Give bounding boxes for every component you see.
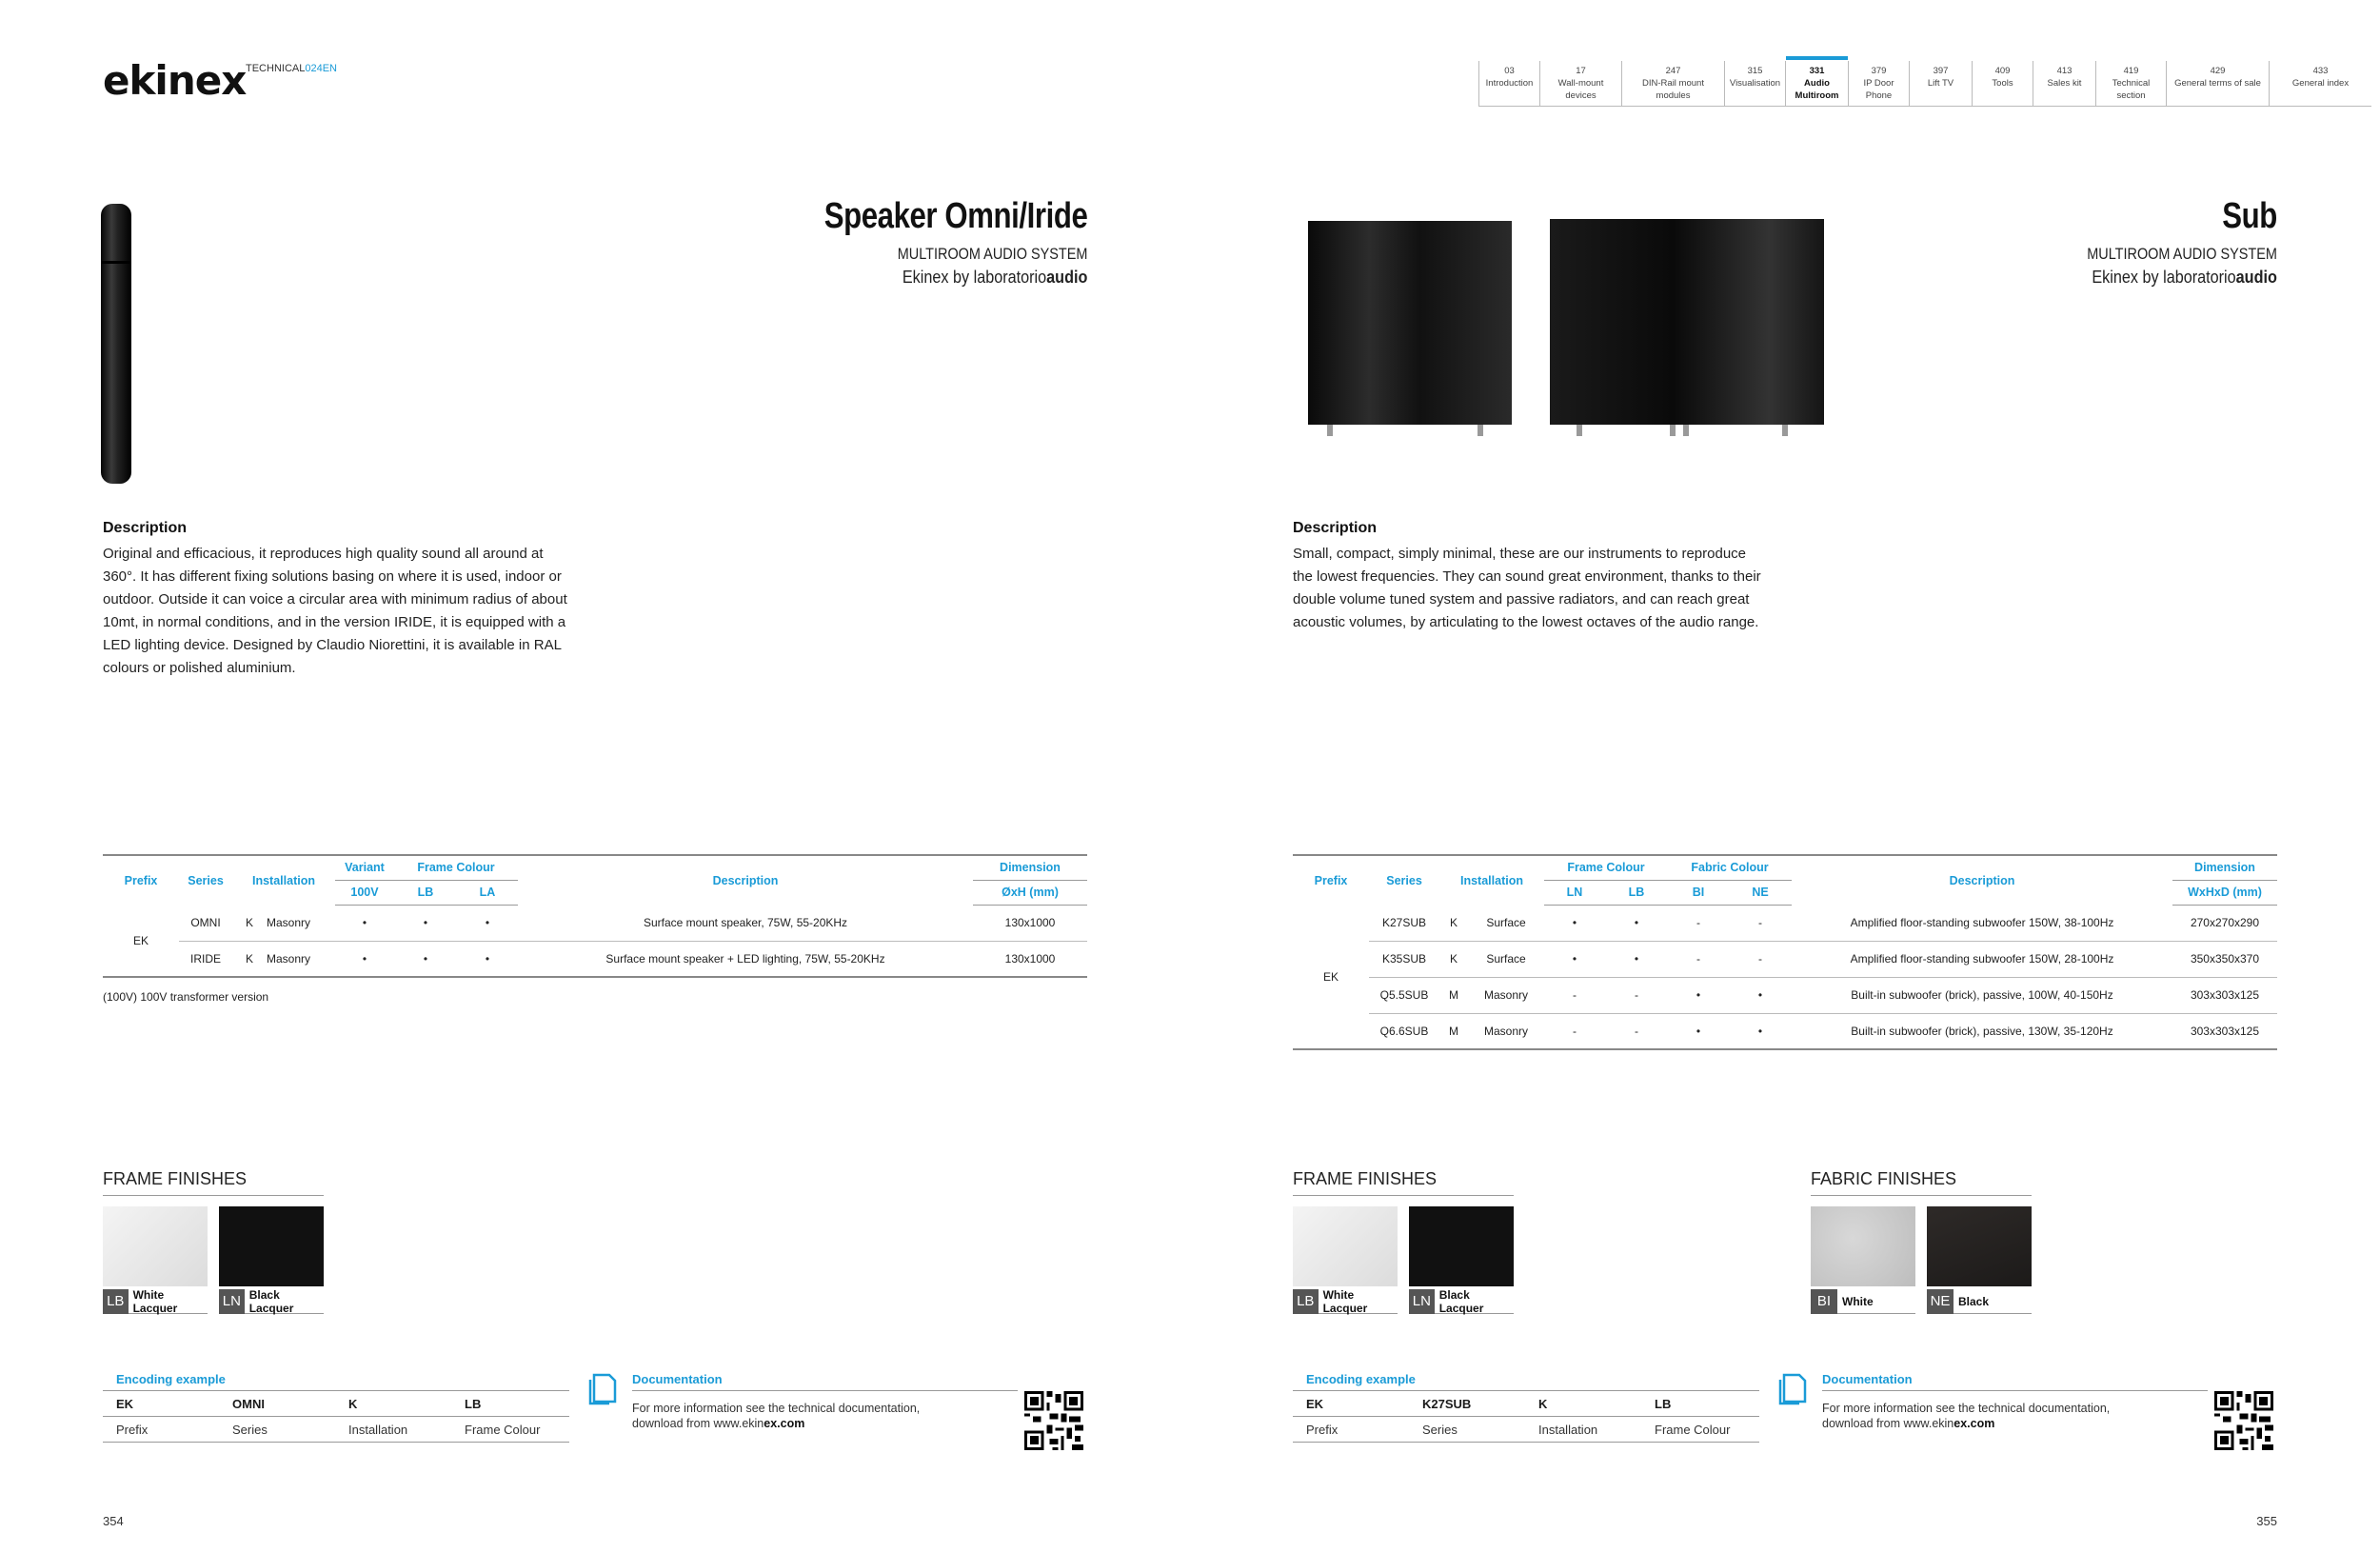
table-row	[1293, 905, 2277, 941]
qr-code-icon[interactable]	[1024, 1391, 1083, 1450]
cell-la: •	[457, 941, 518, 977]
right-brand-line: Ekinex by laboratorioaudio	[2092, 268, 2277, 287]
th-frame-colour: Frame Colour	[1544, 855, 1668, 880]
finish-label-lb: LB White Lacquer	[103, 1289, 208, 1314]
cell-ln: -	[1544, 977, 1605, 1013]
th-series: Series	[188, 873, 224, 887]
right-documentation-rule	[1822, 1390, 2208, 1391]
cell-series: Q6.6SUB	[1369, 1013, 1439, 1049]
right-documentation-title: Documentation	[1822, 1372, 1913, 1386]
right-product-subtitle: MULTIROOM AUDIO SYSTEM	[2087, 245, 2277, 263]
cell-dimension: 130x1000	[973, 941, 1087, 977]
right-documentation-text: For more information see the technical documentation, download from www.ekinex.com	[1822, 1402, 2111, 1430]
fabric-label-ne: NE Black	[1927, 1289, 2032, 1314]
finish-label-ln: LN Black Lacquer	[219, 1289, 324, 1314]
nav-item-wall-mount[interactable]: 17 Wall-mount devices	[1539, 61, 1621, 107]
cell-installation: Masonry	[267, 941, 335, 977]
fabric-label-bi: BI White	[1811, 1289, 1915, 1314]
cell-la: •	[457, 905, 518, 941]
right-description-text: Small, compact, simply minimal, these are our instruments to reproduce the lowest frequencies. They can sound great environment, thanks to their double volume tuned system and passive radiators, and can reach great acoustic volumes, by articulating to the lowest octaves of the audio range.	[1293, 546, 1761, 630]
left-brand-line: Ekinex by laboratorioaudio	[902, 268, 1087, 287]
cell-bi: •	[1668, 1013, 1729, 1049]
cell-series: K35SUB	[1369, 941, 1439, 977]
document-icon	[588, 1371, 621, 1405]
right-description-heading: Description	[1293, 520, 1378, 536]
cell-ne: -	[1729, 941, 1792, 977]
cell-prefix: EK	[1293, 905, 1369, 1049]
th-fabric-colour: Fabric Colour	[1668, 855, 1792, 880]
cell-description: Surface mount speaker, 75W, 55-20KHz	[518, 905, 973, 941]
nav-item-audio-multiroom[interactable]: 331 Audio Multiroom	[1785, 61, 1848, 107]
cell-installation: Masonry	[267, 905, 335, 941]
cell-series: K27SUB	[1369, 905, 1439, 941]
cell-installation: Surface	[1468, 941, 1544, 977]
right-encoding-table: EK K27SUB K LB Prefix Series Installation Frame Colour	[1293, 1390, 1759, 1443]
left-spec-table	[103, 854, 1087, 978]
right-page-number: 355	[2256, 1514, 2277, 1528]
table-row	[1293, 941, 2277, 977]
cell-dimension: 270x270x290	[2172, 905, 2277, 941]
cell-100v: •	[335, 905, 394, 941]
swatch-white-lacquer	[103, 1206, 208, 1286]
th-variant: Variant	[335, 855, 394, 880]
nav-item-sales-kit[interactable]: 413 Sales kit	[2033, 61, 2095, 107]
cell-k: K	[232, 941, 267, 977]
th-la: LA	[457, 880, 518, 905]
left-documentation-title: Documentation	[632, 1372, 723, 1386]
swatch-fabric-black	[1927, 1206, 2032, 1286]
left-description	[103, 520, 574, 680]
th-ne: NE	[1729, 880, 1792, 905]
cell-ln: -	[1544, 1013, 1605, 1049]
left-page-number: 354	[103, 1514, 124, 1528]
cell-ln: •	[1544, 941, 1605, 977]
swatch-white-lacquer	[1293, 1206, 1398, 1286]
cell-bi: -	[1668, 905, 1729, 941]
cell-k: M	[1439, 977, 1468, 1013]
th-lb: LB	[1605, 880, 1668, 905]
cell-100v: •	[335, 941, 394, 977]
cell-k: K	[232, 905, 267, 941]
fabric-finishes-title: FABRIC FINISHES	[1811, 1169, 2032, 1196]
finish-label-ln: LN Black Lacquer	[1409, 1289, 1514, 1314]
nav-item-din-rail[interactable]: 247 DIN-Rail mount modules	[1621, 61, 1724, 107]
right-encoding-title: Encoding example	[1306, 1372, 1416, 1386]
left-product-title: Speaker Omni/Iride	[823, 196, 1087, 236]
chapter-nav	[1478, 61, 2371, 107]
left-product-header	[766, 196, 1087, 288]
left-frame-finishes-title: FRAME FINISHES	[103, 1169, 324, 1196]
cell-bi: -	[1668, 941, 1729, 977]
cell-series: Q5.5SUB	[1369, 977, 1439, 1013]
cell-prefix: EK	[103, 905, 179, 977]
cell-lb: •	[394, 905, 457, 941]
nav-item-introduction[interactable]: 03 Introduction	[1478, 61, 1539, 107]
left-encoding-table: EK OMNI K LB Prefix Series Installation Frame Colour	[103, 1390, 569, 1443]
th-frame-colour: Frame Colour	[394, 855, 518, 880]
cell-dimension: 350x350x370	[2172, 941, 2277, 977]
cell-lb: •	[1605, 941, 1668, 977]
cell-k: K	[1439, 941, 1468, 977]
right-product-title: Sub	[2222, 196, 2277, 236]
cell-installation: Surface	[1468, 905, 1544, 941]
swatch-fabric-white	[1811, 1206, 1915, 1286]
nav-item-terms-of-sale[interactable]: 429 General terms of sale	[2166, 61, 2269, 107]
cell-ln: •	[1544, 905, 1605, 941]
cell-series: IRIDE	[179, 941, 232, 977]
th-description: Description	[1949, 873, 2015, 887]
cell-installation: Masonry	[1468, 1013, 1544, 1049]
th-dim-unit: WxHxD (mm)	[2172, 880, 2277, 905]
technical-label: TECHNICAL024EN	[246, 63, 337, 74]
right-spec-table	[1293, 854, 2277, 1050]
table-row	[103, 905, 1087, 941]
cell-dimension: 303x303x125	[2172, 977, 2277, 1013]
cell-lb: -	[1605, 1013, 1668, 1049]
cell-lb: -	[1605, 977, 1668, 1013]
cell-k: K	[1439, 905, 1468, 941]
cell-description: Amplified floor-standing subwoofer 150W, 28-100Hz	[1792, 941, 2172, 977]
left-encoding-title: Encoding example	[116, 1372, 226, 1386]
speaker-omni-image	[99, 204, 133, 484]
cell-description: Surface mount speaker + LED lighting, 75W, 55-20KHz	[518, 941, 973, 977]
table-row	[1293, 977, 2277, 1013]
cell-k: M	[1439, 1013, 1468, 1049]
swatch-black-lacquer	[1409, 1206, 1514, 1286]
th-dim-unit: ØxH (mm)	[973, 880, 1087, 905]
finish-label-lb: LB White Lacquer	[1293, 1289, 1398, 1314]
th-100v: 100V	[335, 880, 394, 905]
cell-dimension: 130x1000	[973, 905, 1087, 941]
table-row	[103, 941, 1087, 977]
cell-description: Built-in subwoofer (brick), passive, 100W, 40-150Hz	[1792, 977, 2172, 1013]
th-ln: LN	[1544, 880, 1605, 905]
subwoofer-image	[1306, 213, 1828, 438]
nav-item-general-index[interactable]: 433 General index	[2269, 61, 2371, 107]
nav-item-lift-tv[interactable]: 397 Lift TV	[1909, 61, 1972, 107]
left-documentation-text: For more information see the technical documentation, download from www.ekinex.com	[632, 1402, 921, 1430]
cell-bi: •	[1668, 977, 1729, 1013]
th-description: Description	[712, 873, 779, 887]
left-product-subtitle: MULTIROOM AUDIO SYSTEM	[897, 245, 1087, 263]
nav-item-technical-section[interactable]: 419 Technical section	[2095, 61, 2166, 107]
th-prefix: Prefix	[124, 873, 158, 887]
right-product-header	[2053, 196, 2277, 288]
left-description-heading: Description	[103, 520, 188, 536]
th-installation: Installation	[252, 873, 315, 887]
qr-code-icon[interactable]	[2214, 1391, 2273, 1450]
right-description	[1293, 520, 1764, 634]
th-dimension: Dimension	[973, 855, 1087, 880]
left-documentation-rule	[632, 1390, 1018, 1391]
cell-ne: •	[1729, 1013, 1792, 1049]
nav-item-visualisation[interactable]: 315 Visualisation	[1724, 61, 1785, 107]
nav-item-tools[interactable]: 409 Tools	[1972, 61, 2033, 107]
swatch-black-lacquer	[219, 1206, 324, 1286]
th-prefix: Prefix	[1314, 873, 1348, 887]
left-description-text: Original and efficacious, it reproduces high quality sound all around at 360°. It has different fixing solutions basing on where it is used, indoor or outdoor. Outside it can voice a circular area with minimum radius of about 10mt, in normal conditions, and in the version IRIDE, it is equipped with a LED lighting device. Designed by Claudio Niorettini, it is available in RAL colours or polished aluminium.	[103, 546, 567, 676]
th-series: Series	[1386, 873, 1422, 887]
cell-lb: •	[394, 941, 457, 977]
th-dimension: Dimension	[2172, 855, 2277, 880]
cell-lb: •	[1605, 905, 1668, 941]
cell-series: OMNI	[179, 905, 232, 941]
cell-description: Amplified floor-standing subwoofer 150W, 38-100Hz	[1792, 905, 2172, 941]
left-table-note: (100V) 100V transformer version	[103, 990, 269, 1004]
cell-ne: •	[1729, 977, 1792, 1013]
nav-item-ip-door-phone[interactable]: 379 IP Door Phone	[1848, 61, 1909, 107]
cell-ne: -	[1729, 905, 1792, 941]
cell-description: Built-in subwoofer (brick), passive, 130W, 35-120Hz	[1792, 1013, 2172, 1049]
th-lb: LB	[394, 880, 457, 905]
right-frame-finishes-title: FRAME FINISHES	[1293, 1169, 1514, 1196]
ekinex-logo: ekinex	[103, 57, 247, 104]
cell-installation: Masonry	[1468, 977, 1544, 1013]
th-installation: Installation	[1460, 873, 1523, 887]
document-icon	[1778, 1371, 1811, 1405]
th-bi: BI	[1668, 880, 1729, 905]
table-row	[1293, 1013, 2277, 1049]
cell-dimension: 303x303x125	[2172, 1013, 2277, 1049]
